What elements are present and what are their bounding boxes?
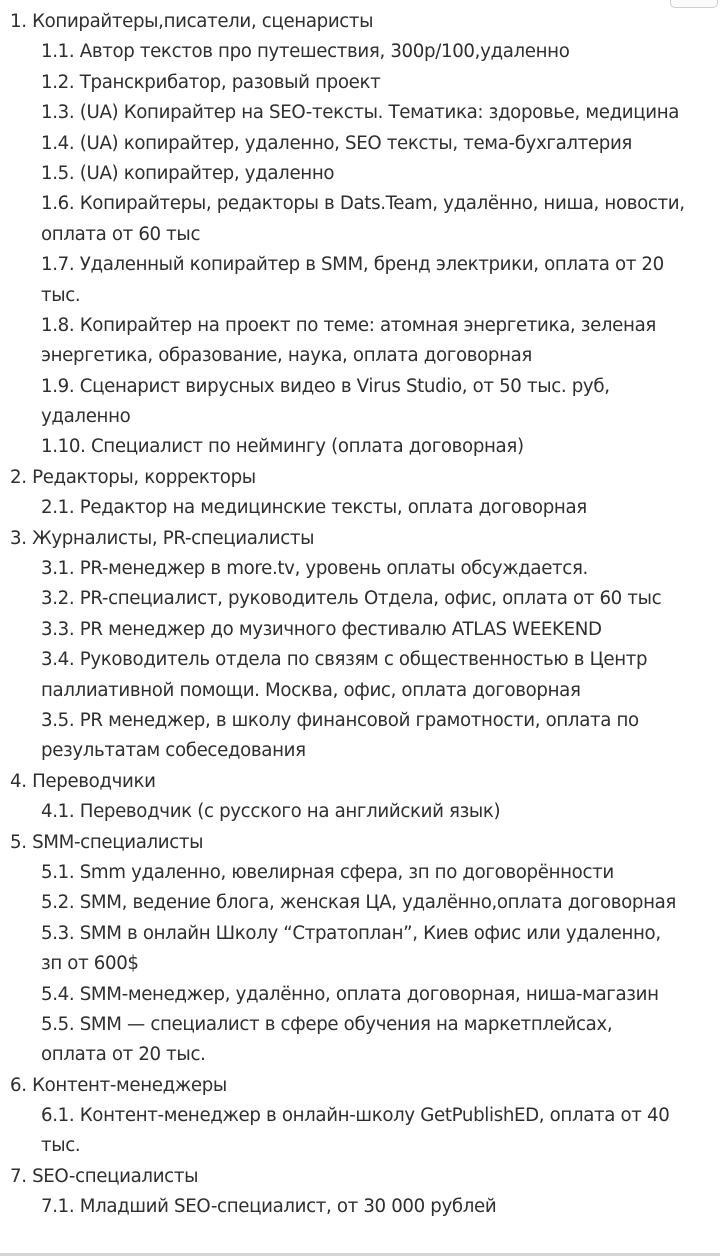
toc-item — [10, 372, 718, 433]
toc-item-link[interactable]: 3.5. PR менеджер, в школу финансовой грамотности, оплата по — [41, 709, 639, 731]
toc-item-link[interactable]: энергетика, образование, наука, оплата договорная — [41, 345, 533, 367]
toc-item — [10, 706, 718, 767]
toc-item — [10, 250, 718, 311]
table-of-contents — [10, 7, 718, 1223]
toc-section — [10, 1071, 718, 1162]
toc-item — [10, 159, 718, 189]
toc-item-link[interactable]: паллиативной помощи. Москва, офис, оплата договорная — [41, 679, 581, 701]
toc-item-link[interactable]: 3.3. PR менеджер до музичного фестивалю ATLAS WEEKEND — [41, 618, 602, 640]
toc-item-link[interactable]: тыс. — [41, 284, 81, 306]
toc-section — [10, 7, 718, 463]
toc-item — [10, 311, 718, 372]
toc-item — [10, 432, 718, 462]
toc-item-link[interactable]: 1.3. (UA) Копирайтер на SEO-тексты. Тематика: здоровье, медицина — [41, 102, 680, 124]
toc-item — [10, 980, 718, 1010]
toc-item-link[interactable]: 5.2. SMM, ведение блога, женская ЦА, удалённо,оплата договорная — [41, 892, 677, 914]
toc-section — [10, 767, 718, 828]
toc-item-link[interactable]: 3.2. PR-специалист, руководитель Отдела, офис, оплата от 60 тыс — [41, 588, 662, 610]
toc-item-link[interactable]: 4.1. Переводчик (с русского на английский язык) — [41, 801, 501, 823]
toc-item-link[interactable]: 7.1. Младший SEO-специалист, от 30 000 рублей — [41, 1196, 497, 1218]
toc-section-heading[interactable]: 2. Редакторы, корректоры — [10, 466, 256, 488]
toc-section-heading[interactable]: 1. Копирайтеры,писатели, сценаристы — [10, 11, 374, 32]
toc-item-link[interactable]: 1.6. Копирайтеры, редакторы в Dats.Team, удалённо, ниша, новости, — [41, 193, 685, 215]
toc-item-link[interactable]: 5.1. Smm удаленно, ювелирная сфера, зп по договорённости — [41, 861, 614, 883]
toc-item — [10, 493, 718, 523]
toc-item-link[interactable]: 1.4. (UA) копирайтер, удаленно, SEO тексты, тема-бухгалтерия — [41, 132, 632, 154]
toc-item-link[interactable]: оплата от 60 тыс — [41, 223, 201, 245]
toc-section-heading[interactable]: 6. Контент-менеджеры — [10, 1074, 227, 1096]
toc-item — [10, 615, 718, 645]
toc-item-link[interactable]: 5.4. SMM-менеджер, удалённо, оплата договорная, ниша-магазин — [41, 983, 659, 1005]
toc-item-link[interactable]: 3.1. PR-менеджер в more.tv, уровень оплаты обсуждается. — [41, 558, 588, 580]
toc-item-link[interactable]: зп от 600$ — [41, 953, 139, 975]
toc-section-heading[interactable]: 3. Журналисты, PR-специалисты — [10, 527, 315, 549]
toc-item-link[interactable]: тыс. — [41, 1135, 81, 1157]
toc-item-link[interactable]: результатам собеседования — [41, 740, 306, 762]
toc-item-link[interactable]: 3.4. Руководитель отдела по связям с общественностью в Центр — [41, 649, 648, 671]
toc-item-link[interactable]: 1.10. Специалист по неймингу (оплата договорная) — [41, 436, 524, 458]
toc-item — [10, 98, 718, 128]
toc-item — [10, 1101, 718, 1162]
toc-section — [10, 828, 718, 1071]
toc-section — [10, 524, 718, 767]
toc-section-heading[interactable]: 7. SEO-специалисты — [10, 1165, 199, 1187]
toc-item-link[interactable]: 1.2. Транскрибатор, разовый проект — [41, 71, 381, 93]
toc-item — [10, 858, 718, 888]
toc-item-link[interactable]: 5.3. SMM в онлайн Школу “Стратоплан”, Киев офис или удаленно, — [41, 922, 661, 944]
toc-item — [10, 584, 718, 614]
toc-item-link[interactable]: 1.5. (UA) копирайтер, удаленно — [41, 162, 335, 184]
toc-item-link[interactable]: 1.8. Копирайтер на проект по теме: атомная энергетика, зеленая — [41, 314, 656, 336]
toc-item-link[interactable]: 1.7. Удаленный копирайтер в SMM, бренд электрики, оплата от 20 — [41, 254, 664, 276]
toc-section-heading[interactable]: 5. SMM-специалисты — [10, 831, 204, 853]
toc-item-link[interactable]: 1.9. Сценарист вирусных видео в Virus Studio, от 50 тыс. руб, — [41, 375, 610, 397]
toc-item — [10, 1010, 718, 1071]
toc-item-link[interactable]: удаленно — [41, 406, 131, 428]
toc-item-link[interactable]: 6.1. Контент-менеджер в онлайн-школу GetPublishED, оплата от 40 — [41, 1105, 670, 1127]
toc-section — [10, 1162, 718, 1223]
toc-item — [10, 645, 718, 706]
toc-item — [10, 1192, 718, 1222]
toc-section-heading[interactable]: 4. Переводчики — [10, 770, 156, 792]
toc-item — [10, 189, 718, 250]
toc-item — [10, 888, 718, 918]
toc-item-link[interactable]: 1.1. Автор текстов про путешествия, 300р/100,удаленно — [41, 41, 570, 63]
toc-item-link[interactable]: оплата от 20 тыс. — [41, 1044, 206, 1066]
toc-item — [10, 919, 718, 980]
toc-item-link[interactable]: 5.5. SMM — специалист в сфере обучения на маркетплейсах, — [41, 1013, 613, 1035]
toc-item — [10, 37, 718, 67]
toc-item — [10, 797, 718, 827]
toc-item-link[interactable]: 2.1. Редактор на медицинские тексты, оплата договорная — [41, 497, 587, 519]
toc-item — [10, 68, 718, 98]
toc-item — [10, 129, 718, 159]
toc-section — [10, 463, 718, 524]
toc-item — [10, 554, 718, 584]
